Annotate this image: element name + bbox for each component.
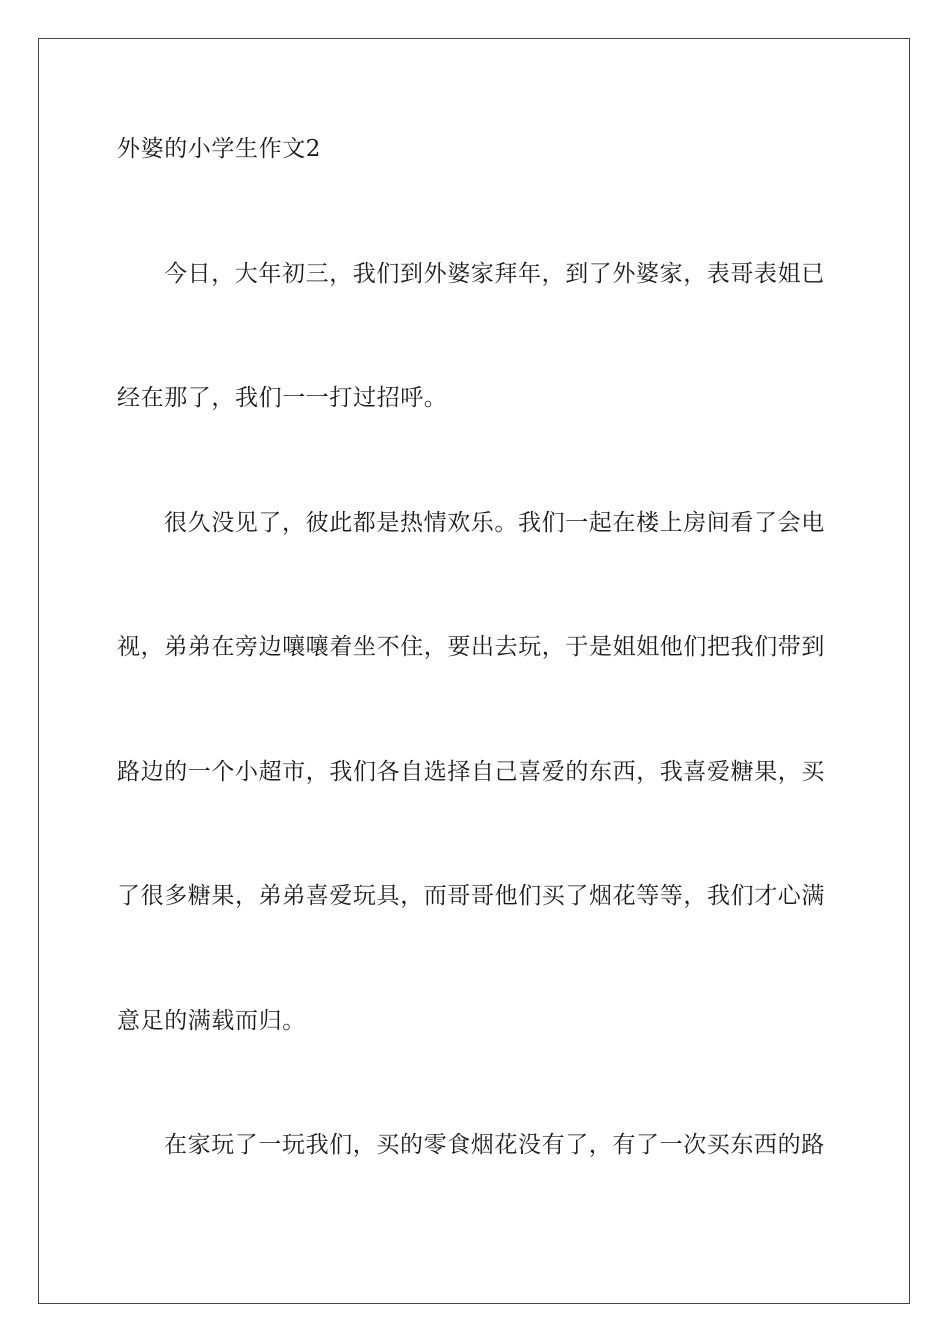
page-border [38,38,910,1304]
paragraph-2-line-2: 视，弟弟在旁边嚷嚷着坐不住，要出去玩，于是姐姐他们把我们带到 [117,634,825,660]
document-title: 外婆的小学生作文2 [117,136,322,162]
paragraph-2-line-4: 了很多糖果，弟弟喜爱玩具，而哥哥他们买了烟花等等，我们才心满 [117,883,825,909]
paragraph-2-line-3: 路边的一个小超市，我们各自选择自己喜爱的东西，我喜爱糖果，买 [117,759,825,785]
paragraph-3-line-1: 在家玩了一玩我们，买的零食烟花没有了，有了一次买东西的路 [164,1132,825,1158]
paragraph-1-line-1: 今日，大年初三，我们到外婆家拜年，到了外婆家，表哥表姐已 [164,261,825,287]
paragraph-2-line-5: 意足的满载而归。 [117,1008,306,1034]
paragraph-1-line-2: 经在那了，我们一一打过招呼。 [117,385,448,411]
paragraph-2-line-1: 很久没见了，彼此都是热情欢乐。我们一起在楼上房间看了会电 [164,510,825,536]
